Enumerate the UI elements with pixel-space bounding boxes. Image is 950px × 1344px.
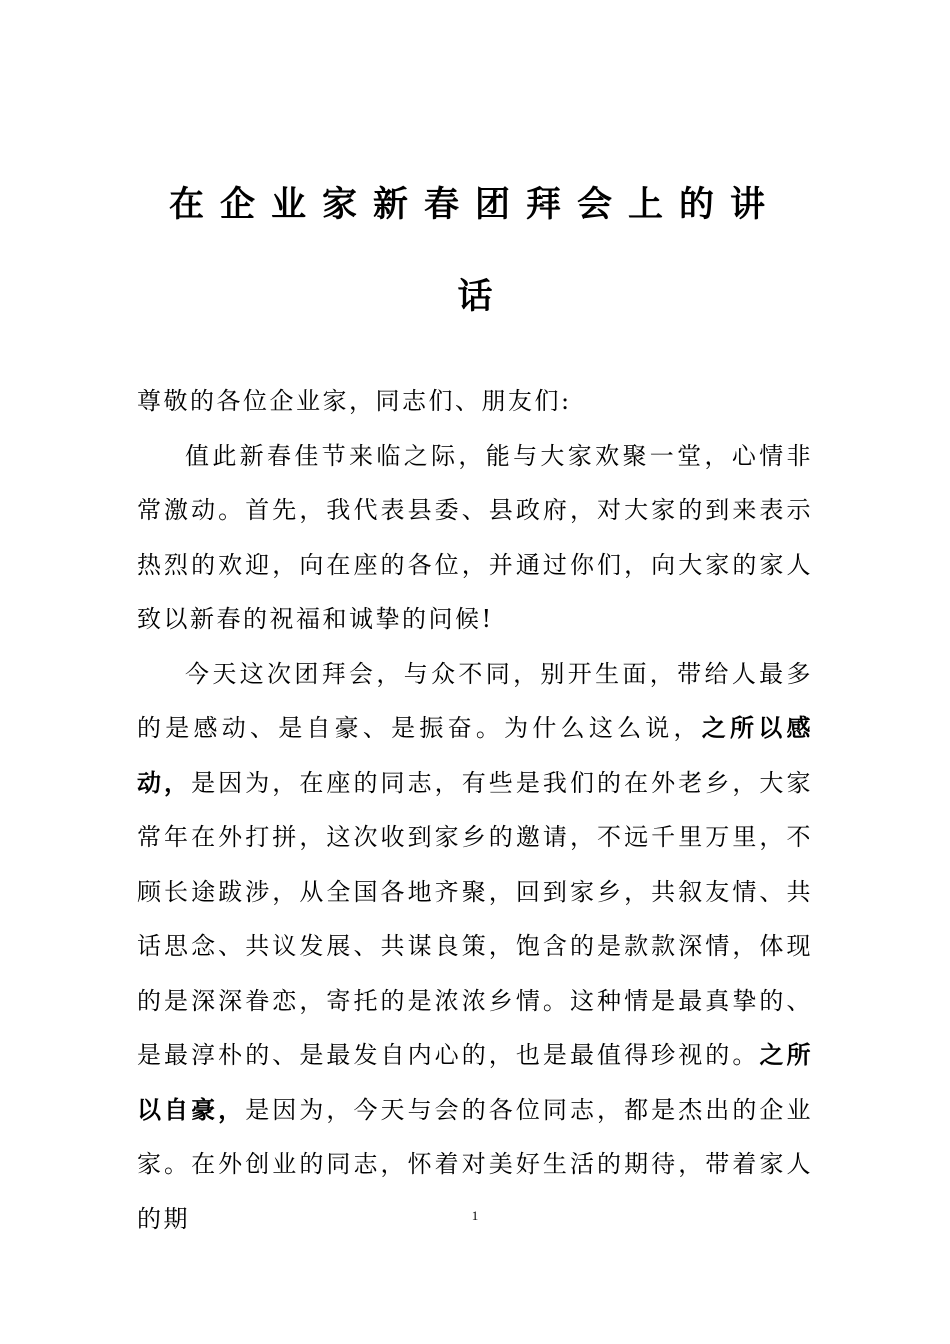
paragraph-text: 是因为，在座的同志，有些是我们的在外老乡，大家常年在外打拼，这次收到家乡的邀请，不远千里万里，不顾长途跋涉，从全国各地齐聚，回到家乡，共叙友情、共话思念、共议发展、共谋良策，饱含的是款款深情，体现的是深深眷恋，寄托的是浓浓乡情。这种情是最真挚的、是最淳朴的、是最发自内心的，也是最值得珍视的。 <box>137 768 813 1069</box>
page-number: 1 <box>471 1208 479 1223</box>
paragraph-text: 是因为，今天与会的各位同志，都是杰出的企业家。在外创业的同志，怀着对美好生活的期待，带着家人的期 <box>137 1095 813 1233</box>
document-body <box>137 374 813 1246</box>
paragraph-welcome: 值此新春佳节来临之际，能与大家欢聚一堂，心情非常激动。首先，我代表县委、县政府，对大家的到来表示热烈的欢迎，向在座的各位，并通过你们，向大家的家人致以新春的祝福和诚挚的问候! <box>137 441 813 633</box>
title-line-1: 在企业家新春团拜会上的讲 <box>168 185 781 225</box>
bold-phrase-proud: 之所以自豪， <box>137 1041 813 1124</box>
document-title <box>137 183 813 319</box>
title-line-2: 话 <box>457 277 493 317</box>
paragraph-reasons <box>137 647 813 1247</box>
paragraph-text: 今天这次团拜会，与众不同，别开生面，带给人最多的是感动、是自豪、是振奋。为什么这么说， <box>137 659 813 742</box>
bold-phrase-moved: 之所以感动， <box>137 714 813 797</box>
salutation: 尊敬的各位企业家，同志们、朋友们: <box>137 387 572 415</box>
